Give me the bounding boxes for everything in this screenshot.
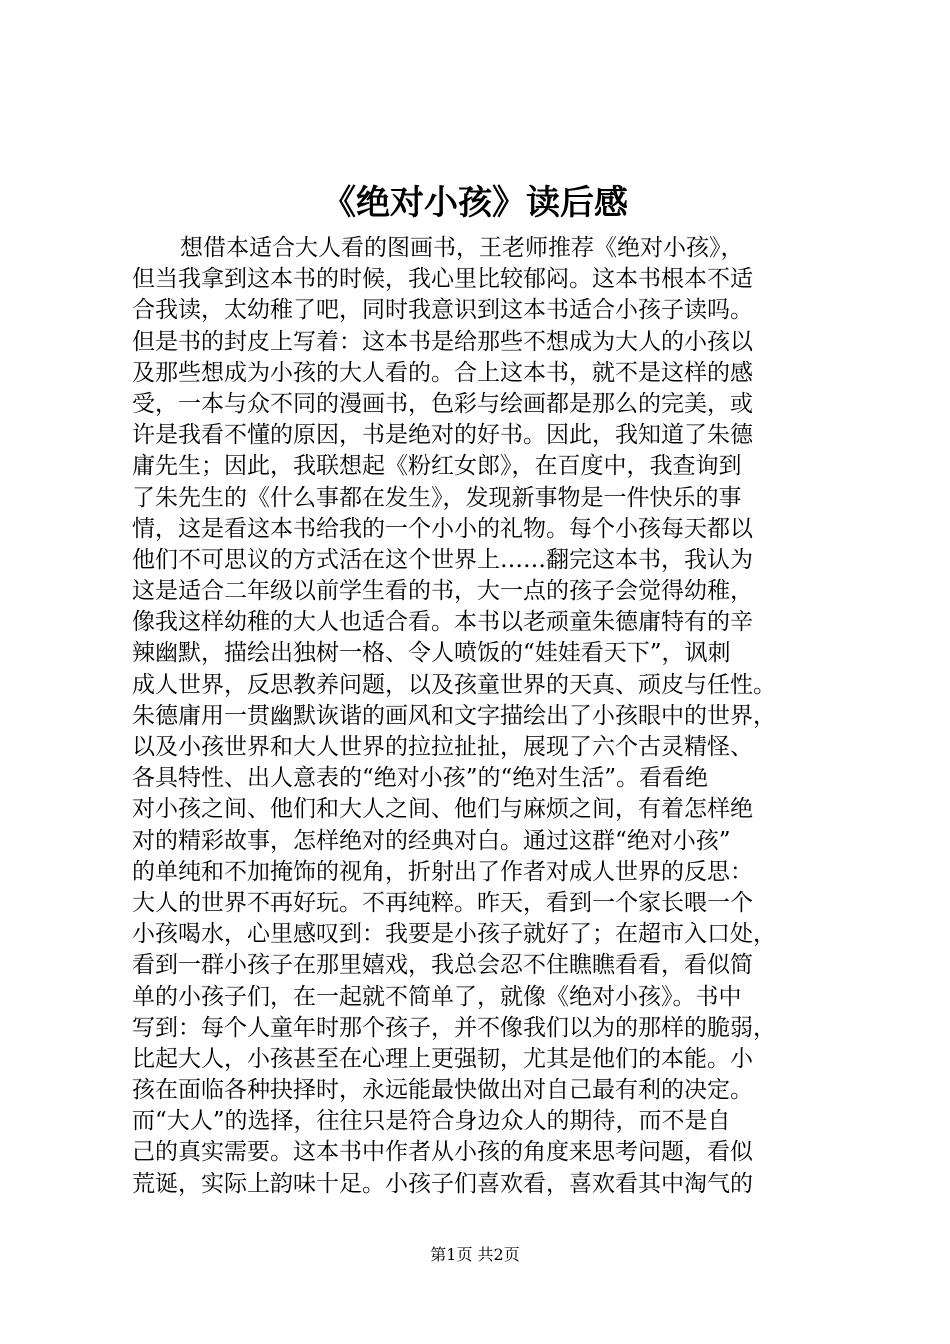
body-line: 对小孩之间、他们和大人之间、他们与麻烦之间，有着怎样绝 <box>132 796 753 823</box>
page-number-footer: 第1页 共2页 <box>430 1245 520 1264</box>
body-line: 小孩喝水，心里感叹到：我要是小孩子就好了；在超市入口处， <box>132 921 776 948</box>
body-line: 荒诞，实际上韵味十足。小孩子们喜欢看，喜欢看其中淘气的 <box>132 1170 753 1197</box>
body-line: 及那些想成为小孩的大人看的。合上这本书，就不是这样的感 <box>132 359 753 386</box>
body-line: 想借本适合大人看的图画书，王老师推荐《绝对小孩》， <box>180 235 744 261</box>
body-line: 成人世界，反思教养问题，以及孩童世界的天真、顽皮与任性。 <box>132 671 776 698</box>
body-line: 情，这是看这本书给我的一个小小的礼物。每个小孩每天都以 <box>132 515 753 542</box>
body-line: 单的小孩子们，在一起就不简单了，就像《绝对小孩》。书中 <box>132 983 742 1010</box>
body-line: 但当我拿到这本书的时候，我心里比较郁闷。这本书根本不适 <box>132 266 753 293</box>
body-line: 大人的世界不再好玩。不再纯粹。昨天，看到一个家长喂一个 <box>132 889 753 916</box>
body-line: 以及小孩世界和大人世界的拉拉扯扯，展现了六个古灵精怪、 <box>132 734 753 760</box>
document-body <box>132 233 844 1200</box>
body-line: 辣幽默，描绘出独树一格、令人喷饭的“娃娃看天下”，讽刺 <box>132 640 731 667</box>
body-line: 许是我看不懂的原因，书是绝对的好书。因此，我知道了朱德 <box>132 422 753 449</box>
body-line: 庸先生；因此，我联想起《粉红女郎》，在百度中，我查询到 <box>132 453 742 480</box>
body-line: 孩在面临各种抉择时，永远能最快做出对自己最有利的决定。 <box>132 1077 753 1104</box>
body-line: 己的真实需要。这本书中作者从小孩的角度来思考问题，看似 <box>132 1139 753 1166</box>
body-line: 合我读，太幼稚了吧，同时我意识到这本书适合小孩子读吗。 <box>132 297 753 324</box>
body-line: 朱德庸用一贯幽默诙谐的画风和文字描绘出了小孩眼中的世界， <box>132 702 776 729</box>
document-title: 《绝对小孩》读后感 <box>322 183 628 223</box>
body-line: 各具特性、出人意表的“绝对小孩”的“绝对生活”。看看绝 <box>132 765 709 792</box>
body-line: 但是书的封皮上写着：这本书是给那些不想成为大人的小孩以 <box>132 328 753 355</box>
body-line: 看到一群小孩子在那里嬉戏，我总会忍不住瞧瞧看看，看似简 <box>132 952 753 979</box>
body-line: 的单纯和不加掩饰的视角，折射出了作者对成人世界的反思： <box>132 858 753 885</box>
body-line: 像我这样幼稚的大人也适合看。本书以老顽童朱德庸特有的辛 <box>132 609 753 636</box>
body-line: 受，一本与众不同的漫画书，色彩与绘画都是那么的完美，或 <box>132 390 753 417</box>
body-line: 了朱先生的《什么事都在发生》，发现新事物是一件快乐的事 <box>132 484 742 511</box>
body-line: 比起大人，小孩甚至在心理上更强韧，尤其是他们的本能。小 <box>132 1045 753 1072</box>
body-line: 他们不可思议的方式活在这个世界上……翻完这本书，我认为 <box>132 546 753 573</box>
body-line: 而“大人”的选择，往往只是符合身边众人的期待，而不是自 <box>132 1108 731 1135</box>
body-line: 这是适合二年级以前学生看的书，大一点的孩子会觉得幼稚， <box>132 578 753 605</box>
body-line: 对的精彩故事，怎样绝对的经典对白。通过这群“绝对小孩” <box>132 827 731 854</box>
body-line: 写到：每个人童年时那个孩子，并不像我们以为的那样的脆弱， <box>132 1014 776 1041</box>
